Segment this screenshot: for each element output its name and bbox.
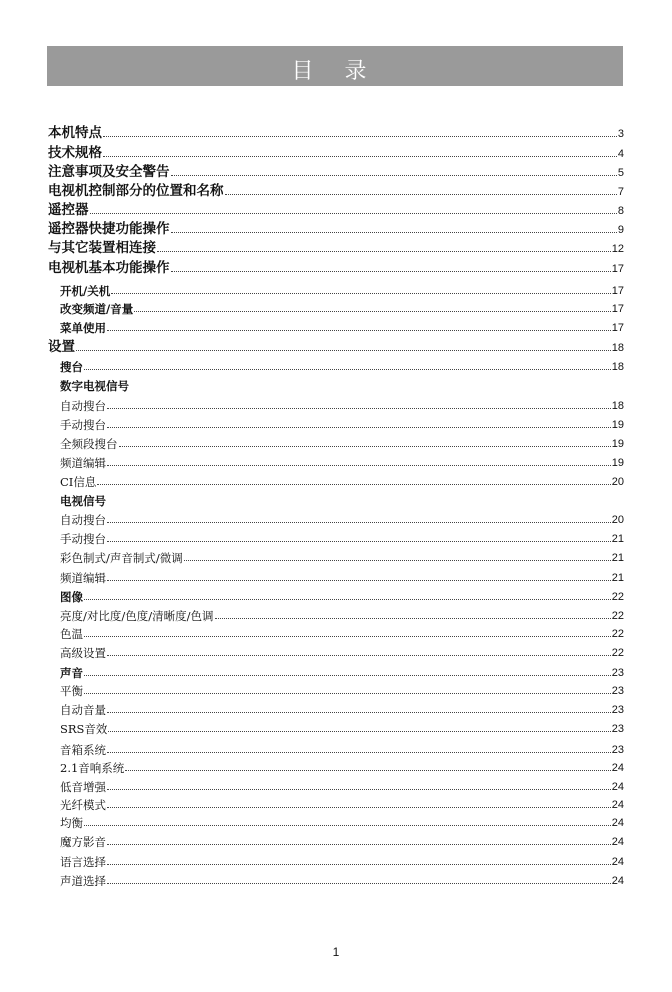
dot-leader bbox=[90, 213, 617, 214]
toc-entry[interactable] bbox=[60, 659, 624, 679]
toc-entry-label: 菜单使用 bbox=[60, 320, 106, 335]
dot-leader bbox=[107, 655, 611, 656]
dot-leader bbox=[134, 311, 611, 312]
toc-entry-label: 2.1音响系统 bbox=[60, 760, 125, 775]
toc-entry[interactable] bbox=[48, 235, 624, 255]
dot-leader bbox=[107, 522, 611, 523]
toc-entry[interactable] bbox=[60, 620, 624, 640]
toc-entry-label: 本机特点 bbox=[48, 124, 102, 141]
toc-entry[interactable] bbox=[48, 334, 624, 354]
toc-entry-label: 手动搜台 bbox=[60, 417, 106, 432]
toc-entry-page: 19 bbox=[611, 457, 624, 469]
toc-entry-page: 21 bbox=[611, 533, 624, 545]
dot-leader bbox=[107, 844, 611, 845]
toc-entry-label: 语言选择 bbox=[60, 854, 106, 869]
toc-entry-label: 电视机基本功能操作 bbox=[48, 259, 170, 276]
toc-entry[interactable] bbox=[48, 197, 624, 217]
toc-entry-page: 24 bbox=[611, 856, 624, 868]
toc-entry-page: 24 bbox=[611, 836, 624, 848]
toc-entry-page: 22 bbox=[611, 610, 624, 622]
toc-entry-label: 音箱系统 bbox=[60, 742, 106, 757]
toc-entry[interactable] bbox=[48, 120, 624, 140]
toc-entry[interactable] bbox=[60, 506, 624, 526]
toc-entry-page: 9 bbox=[617, 224, 624, 236]
toc-entry[interactable] bbox=[60, 314, 624, 334]
toc-entry-page: 22 bbox=[611, 647, 624, 659]
toc-entry-page: 22 bbox=[611, 628, 624, 640]
toc-entry[interactable] bbox=[60, 602, 624, 622]
toc-entry-page: 17 bbox=[611, 285, 624, 297]
toc-entry-page: 24 bbox=[611, 875, 624, 887]
toc-entry-label: 高级设置 bbox=[60, 645, 106, 660]
toc-entry[interactable] bbox=[60, 696, 624, 716]
dot-leader bbox=[107, 465, 611, 466]
dot-leader bbox=[84, 636, 611, 637]
toc-entry-label: 注意事项及安全警告 bbox=[48, 163, 170, 180]
toc-entry-page: 23 bbox=[611, 685, 624, 697]
toc-entry-page: 18 bbox=[611, 400, 624, 412]
toc-entry[interactable] bbox=[60, 773, 624, 793]
toc-entry-label: 与其它装置相连接 bbox=[48, 239, 156, 256]
toc-entry-page: 4 bbox=[617, 148, 624, 160]
toc-entry-label: 均衡 bbox=[60, 815, 83, 830]
toc-entry-page: 21 bbox=[611, 572, 624, 584]
dot-leader bbox=[107, 807, 611, 808]
toc-entry-label: CI信息 bbox=[60, 474, 97, 489]
toc-entry[interactable] bbox=[60, 848, 624, 868]
dot-leader bbox=[107, 789, 611, 790]
toc-entry[interactable] bbox=[60, 449, 624, 469]
dot-leader bbox=[119, 446, 611, 447]
toc-entry-page: 21 bbox=[611, 552, 624, 564]
dot-leader bbox=[107, 712, 611, 713]
toc-entry-page: 20 bbox=[611, 476, 624, 488]
dot-leader bbox=[111, 293, 611, 294]
toc-entry[interactable] bbox=[60, 277, 624, 297]
dot-leader bbox=[84, 369, 611, 370]
toc-entry[interactable] bbox=[60, 564, 624, 584]
toc-entry-label: 平衡 bbox=[60, 683, 83, 698]
dot-leader bbox=[215, 618, 611, 619]
dot-leader bbox=[107, 541, 611, 542]
toc-entry-label: 数字电视信号 bbox=[60, 378, 129, 393]
toc-entry-page: 23 bbox=[611, 744, 624, 756]
toc-entry-label: 改变频道/音量 bbox=[60, 301, 134, 316]
toc-entry-label: 遥控器快捷功能操作 bbox=[48, 220, 170, 237]
dot-leader bbox=[107, 427, 611, 428]
toc-entry-label: 图像 bbox=[60, 589, 83, 604]
dot-leader bbox=[184, 560, 611, 561]
toc-entry-page: 23 bbox=[611, 704, 624, 716]
toc-entry[interactable] bbox=[60, 791, 624, 811]
dot-leader bbox=[103, 156, 617, 157]
toc-entry[interactable] bbox=[60, 372, 624, 392]
toc-entry-page: 19 bbox=[611, 438, 624, 450]
dot-leader bbox=[107, 864, 611, 865]
toc-entry-label: 电视机控制部分的位置和名称 bbox=[48, 182, 224, 199]
toc-entry[interactable] bbox=[60, 754, 624, 774]
dot-leader bbox=[157, 251, 611, 252]
toc-entry-page: 7 bbox=[617, 186, 624, 198]
toc-entry-page: 24 bbox=[611, 817, 624, 829]
toc-entry-page: 19 bbox=[611, 419, 624, 431]
toc-entry-page: 18 bbox=[611, 342, 624, 354]
toc-entry-label: 开机/关机 bbox=[60, 283, 111, 298]
toc-entry[interactable] bbox=[60, 544, 624, 564]
toc-entry-label: 声音 bbox=[60, 665, 83, 680]
dot-leader bbox=[108, 731, 610, 732]
dot-leader bbox=[107, 883, 611, 884]
toc-entry-label: 低音增强 bbox=[60, 779, 106, 794]
toc-entry-label: 声道选择 bbox=[60, 873, 106, 888]
toc-entry[interactable] bbox=[60, 353, 624, 373]
toc-entry-page: 20 bbox=[611, 514, 624, 526]
toc-entry[interactable] bbox=[60, 468, 624, 488]
title-banner bbox=[47, 46, 623, 86]
toc-entry[interactable] bbox=[60, 809, 624, 829]
toc-entry[interactable] bbox=[48, 140, 624, 160]
toc-entry[interactable] bbox=[60, 736, 624, 756]
toc-entry-label: 电视信号 bbox=[60, 493, 106, 508]
toc-entry-label: 色温 bbox=[60, 626, 83, 641]
dot-leader bbox=[171, 271, 611, 272]
toc-entry-page: 17 bbox=[611, 322, 624, 334]
toc-entry-page: 23 bbox=[611, 723, 624, 735]
toc-entry-page: 24 bbox=[611, 799, 624, 811]
toc-entry-label: 彩色制式/声音制式/微调 bbox=[60, 550, 183, 565]
toc-entry[interactable] bbox=[48, 216, 624, 236]
dot-leader bbox=[171, 175, 617, 176]
toc-entry[interactable] bbox=[48, 178, 624, 198]
dot-leader bbox=[84, 825, 611, 826]
toc-entry-label: 亮度/对比度/色度/清晰度/色调 bbox=[60, 608, 214, 623]
toc-entry[interactable] bbox=[60, 525, 624, 545]
toc-entry-page: 24 bbox=[611, 781, 624, 793]
toc-entry-label: 搜台 bbox=[60, 359, 83, 374]
toc-entry-label: SRS音效 bbox=[60, 721, 108, 736]
dot-leader bbox=[225, 194, 617, 195]
toc-entry-page: 17 bbox=[611, 303, 624, 315]
dot-leader bbox=[171, 232, 617, 233]
dot-leader bbox=[107, 330, 611, 331]
toc-entry-page: 8 bbox=[617, 205, 624, 217]
toc-entry[interactable] bbox=[60, 715, 624, 735]
toc-entry-label: 频道编辑 bbox=[60, 455, 106, 470]
toc-entry-label: 设置 bbox=[48, 338, 75, 355]
toc-entry[interactable] bbox=[60, 295, 624, 315]
page-number: 1 bbox=[332, 945, 340, 959]
dot-leader bbox=[107, 580, 611, 581]
toc-entry-label: 频道编辑 bbox=[60, 570, 106, 585]
toc-entry[interactable] bbox=[60, 392, 624, 412]
dot-leader bbox=[84, 693, 611, 694]
toc-entry-label: 自动音量 bbox=[60, 702, 106, 717]
toc-entry[interactable] bbox=[60, 677, 624, 697]
toc-entry[interactable] bbox=[48, 159, 624, 179]
page-title: 目 录 bbox=[291, 59, 379, 84]
toc-entry-page: 12 bbox=[611, 243, 624, 255]
toc-entry[interactable] bbox=[60, 411, 624, 431]
toc-entry-page: 18 bbox=[611, 361, 624, 373]
dot-leader bbox=[103, 136, 617, 137]
toc-entry[interactable] bbox=[48, 255, 624, 275]
toc-entry-page: 5 bbox=[617, 167, 624, 179]
toc-entry-label: 全频段搜台 bbox=[60, 436, 118, 451]
toc-entry[interactable] bbox=[60, 487, 624, 507]
toc-entry[interactable] bbox=[60, 828, 624, 848]
toc-entry-label: 自动搜台 bbox=[60, 512, 106, 527]
toc-entry-page: 23 bbox=[611, 667, 624, 679]
toc-entry[interactable] bbox=[60, 430, 624, 450]
toc-entry-label: 自动搜台 bbox=[60, 398, 106, 413]
toc-entry[interactable] bbox=[60, 867, 624, 887]
dot-leader bbox=[107, 408, 611, 409]
toc-entry-label: 魔方影音 bbox=[60, 834, 106, 849]
dot-leader bbox=[76, 350, 611, 351]
toc-entry-label: 光纤模式 bbox=[60, 797, 106, 812]
toc-entry-label: 遥控器 bbox=[48, 201, 89, 218]
dot-leader bbox=[125, 770, 610, 771]
dot-leader bbox=[107, 752, 611, 753]
dot-leader bbox=[84, 599, 611, 600]
toc-entry-page: 24 bbox=[611, 762, 624, 774]
toc-entry[interactable] bbox=[60, 639, 624, 659]
dot-leader bbox=[84, 675, 611, 676]
toc-entry-page: 3 bbox=[617, 128, 624, 140]
toc-entry-label: 手动搜台 bbox=[60, 531, 106, 546]
toc-entry-page: 22 bbox=[611, 591, 624, 603]
toc-entry[interactable] bbox=[60, 583, 624, 603]
toc-entry-page: 17 bbox=[611, 263, 624, 275]
dot-leader bbox=[97, 484, 610, 485]
toc-entry-label: 技术规格 bbox=[48, 144, 102, 161]
